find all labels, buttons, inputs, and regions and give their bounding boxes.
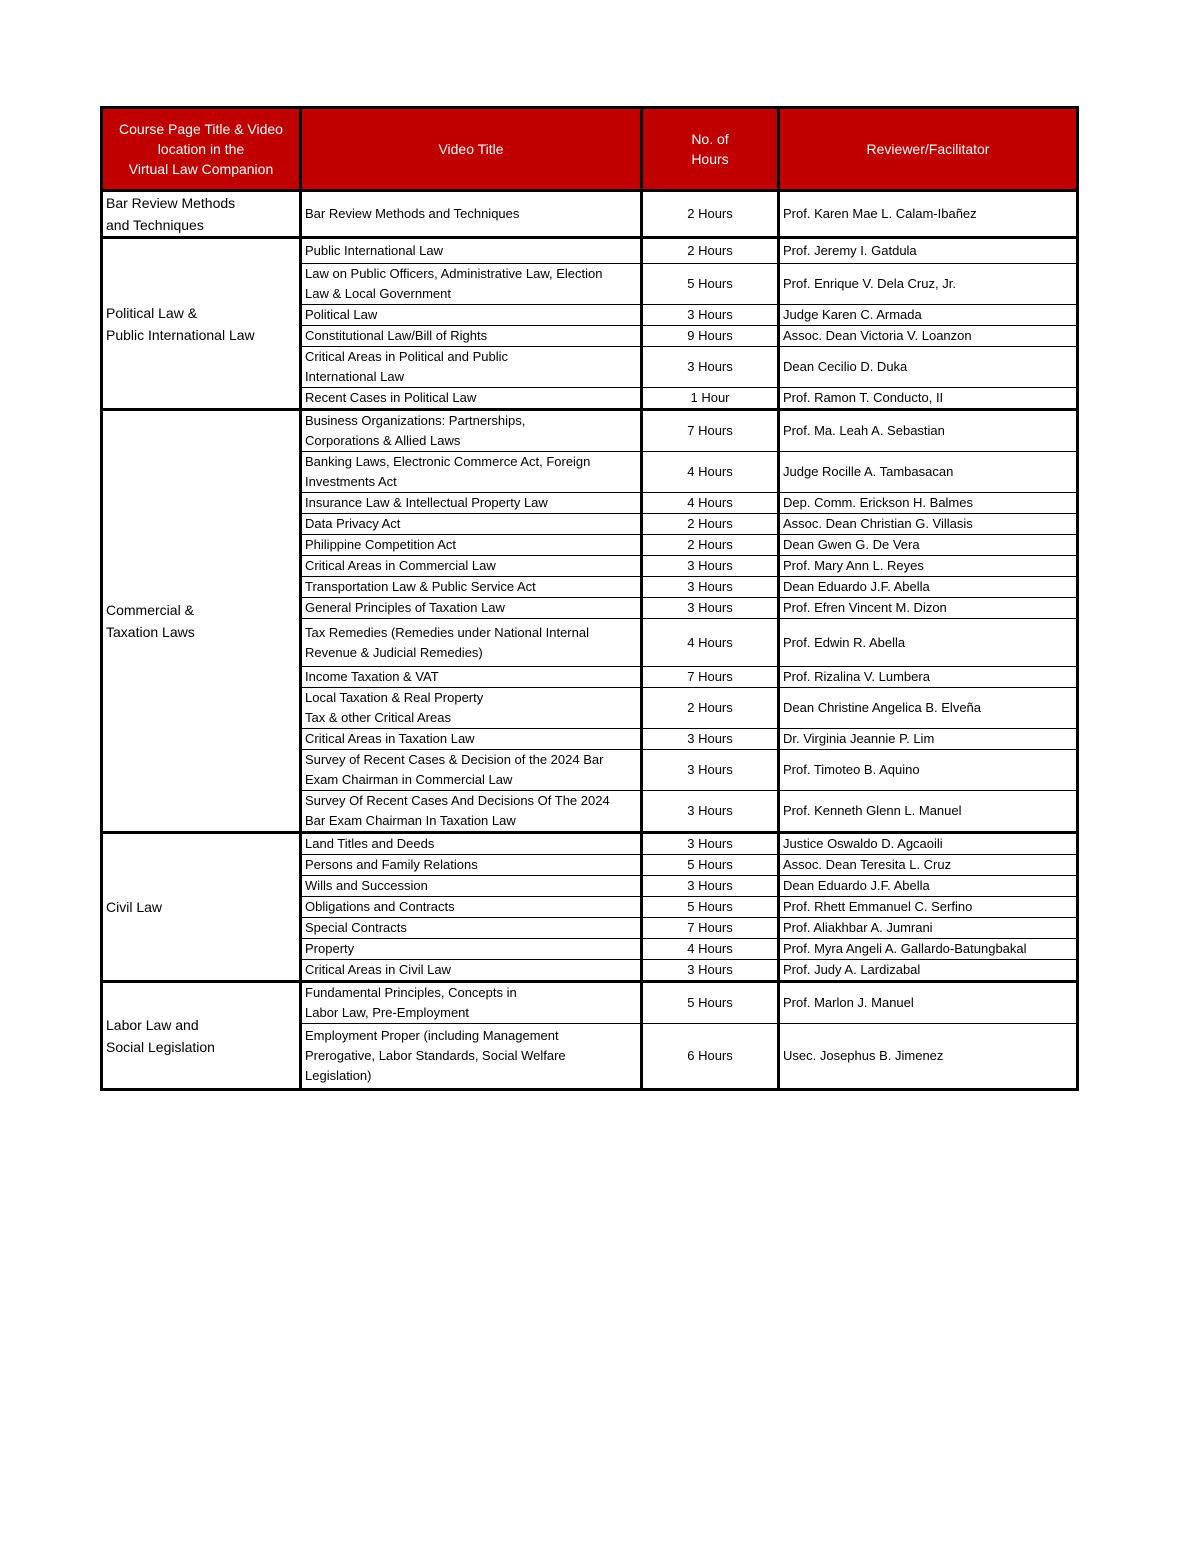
reviewer-cell: Prof. Edwin R. Abella (779, 619, 1078, 667)
video-title-cell: Insurance Law & Intellectual Property Law (301, 493, 642, 514)
video-title-cell: Transportation Law & Public Service Act (301, 577, 642, 598)
video-title-cell: Bar Review Methods and Techniques (301, 191, 642, 238)
hours-cell: 7 Hours (642, 667, 779, 688)
hours-cell: 3 Hours (642, 960, 779, 982)
header-reviewer: Reviewer/Facilitator (779, 108, 1078, 191)
reviewer-cell: Judge Rocille A. Tambasacan (779, 452, 1078, 493)
hours-cell: 2 Hours (642, 191, 779, 238)
video-title-cell: Recent Cases in Political Law (301, 388, 642, 410)
table-row (102, 982, 1078, 1024)
hours-cell: 6 Hours (642, 1024, 779, 1090)
hours-cell: 5 Hours (642, 855, 779, 876)
hours-cell: 4 Hours (642, 452, 779, 493)
header-hours: No. of Hours (642, 108, 779, 191)
video-title-cell: Critical Areas in Civil Law (301, 960, 642, 982)
table-row (102, 238, 1078, 264)
video-title-cell: Local Taxation & Real Property Tax & other Critical Areas (301, 688, 642, 729)
reviewer-cell: Prof. Efren Vincent M. Dizon (779, 598, 1078, 619)
reviewer-cell: Prof. Timoteo B. Aquino (779, 750, 1078, 791)
reviewer-cell: Assoc. Dean Christian G. Villasis (779, 514, 1078, 535)
table-body (102, 191, 1078, 1090)
hours-cell: 3 Hours (642, 791, 779, 833)
header-course-title: Course Page Title & Video location in the Virtual Law Companion (102, 108, 301, 191)
reviewer-cell: Prof. Rhett Emmanuel C. Serfino (779, 897, 1078, 918)
video-title-cell: Banking Laws, Electronic Commerce Act, Foreign Investments Act (301, 452, 642, 493)
hours-cell: 9 Hours (642, 326, 779, 347)
hours-cell: 3 Hours (642, 347, 779, 388)
section-title: Commercial & Taxation Laws (102, 410, 301, 833)
video-title-cell: Survey of Recent Cases & Decision of the 2024 Bar Exam Chairman in Commercial Law (301, 750, 642, 791)
reviewer-cell: Justice Oswaldo D. Agcaoili (779, 833, 1078, 855)
course-table (100, 106, 1079, 1091)
reviewer-cell: Judge Karen C. Armada (779, 305, 1078, 326)
table-row (102, 410, 1078, 452)
reviewer-cell: Dean Eduardo J.F. Abella (779, 876, 1078, 897)
hours-cell: 4 Hours (642, 939, 779, 960)
video-title-cell: Employment Proper (including Management Prerogative, Labor Standards, Social Welfare Legislation) (301, 1024, 642, 1090)
reviewer-cell: Prof. Myra Angeli A. Gallardo-Batungbakal (779, 939, 1078, 960)
video-title-cell: Tax Remedies (Remedies under National Internal Revenue & Judicial Remedies) (301, 619, 642, 667)
table-row (102, 191, 1078, 238)
reviewer-cell: Dean Christine Angelica B. Elveña (779, 688, 1078, 729)
hours-cell: 2 Hours (642, 238, 779, 264)
table-row (102, 833, 1078, 855)
hours-cell: 2 Hours (642, 688, 779, 729)
video-title-cell: Public International Law (301, 238, 642, 264)
hours-cell: 4 Hours (642, 619, 779, 667)
video-title-cell: Critical Areas in Political and Public International Law (301, 347, 642, 388)
hours-cell: 3 Hours (642, 598, 779, 619)
reviewer-cell: Dr. Virginia Jeannie P. Lim (779, 729, 1078, 750)
reviewer-cell: Dean Cecilio D. Duka (779, 347, 1078, 388)
reviewer-cell: Dean Eduardo J.F. Abella (779, 577, 1078, 598)
hours-cell: 5 Hours (642, 982, 779, 1024)
hours-cell: 3 Hours (642, 729, 779, 750)
video-title-cell: Land Titles and Deeds (301, 833, 642, 855)
hours-cell: 7 Hours (642, 918, 779, 939)
reviewer-cell: Prof. Ma. Leah A. Sebastian (779, 410, 1078, 452)
video-title-cell: Political Law (301, 305, 642, 326)
reviewer-cell: Prof. Kenneth Glenn L. Manuel (779, 791, 1078, 833)
hours-cell: 3 Hours (642, 876, 779, 897)
video-title-cell: Survey Of Recent Cases And Decisions Of The 2024 Bar Exam Chairman In Taxation Law (301, 791, 642, 833)
section-title: Civil Law (102, 833, 301, 982)
reviewer-cell: Prof. Karen Mae L. Calam-Ibañez (779, 191, 1078, 238)
video-title-cell: Constitutional Law/Bill of Rights (301, 326, 642, 347)
hours-cell: 2 Hours (642, 514, 779, 535)
video-title-cell: General Principles of Taxation Law (301, 598, 642, 619)
hours-cell: 1 Hour (642, 388, 779, 410)
video-title-cell: Business Organizations: Partnerships, Corporations & Allied Laws (301, 410, 642, 452)
video-title-cell: Special Contracts (301, 918, 642, 939)
hours-cell: 5 Hours (642, 897, 779, 918)
reviewer-cell: Assoc. Dean Victoria V. Loanzon (779, 326, 1078, 347)
video-title-cell: Income Taxation & VAT (301, 667, 642, 688)
reviewer-cell: Prof. Judy A. Lardizabal (779, 960, 1078, 982)
hours-cell: 2 Hours (642, 535, 779, 556)
video-title-cell: Persons and Family Relations (301, 855, 642, 876)
video-title-cell: Obligations and Contracts (301, 897, 642, 918)
reviewer-cell: Prof. Enrique V. Dela Cruz, Jr. (779, 264, 1078, 305)
section-title: Political Law & Public International Law (102, 238, 301, 410)
reviewer-cell: Prof. Marlon J. Manuel (779, 982, 1078, 1024)
video-title-cell: Fundamental Principles, Concepts in Labor Law, Pre-Employment (301, 982, 642, 1024)
video-title-cell: Property (301, 939, 642, 960)
video-title-cell: Law on Public Officers, Administrative Law, Election Law & Local Government (301, 264, 642, 305)
reviewer-cell: Dean Gwen G. De Vera (779, 535, 1078, 556)
hours-cell: 3 Hours (642, 750, 779, 791)
hours-cell: 3 Hours (642, 305, 779, 326)
hours-cell: 7 Hours (642, 410, 779, 452)
reviewer-cell: Prof. Rizalina V. Lumbera (779, 667, 1078, 688)
reviewer-cell: Prof. Mary Ann L. Reyes (779, 556, 1078, 577)
section-title: Labor Law and Social Legislation (102, 982, 301, 1090)
reviewer-cell: Prof. Jeremy I. Gatdula (779, 238, 1078, 264)
video-title-cell: Philippine Competition Act (301, 535, 642, 556)
hours-cell: 3 Hours (642, 556, 779, 577)
video-title-cell: Critical Areas in Commercial Law (301, 556, 642, 577)
reviewer-cell: Usec. Josephus B. Jimenez (779, 1024, 1078, 1090)
video-title-cell: Wills and Succession (301, 876, 642, 897)
reviewer-cell: Prof. Ramon T. Conducto, II (779, 388, 1078, 410)
hours-cell: 5 Hours (642, 264, 779, 305)
reviewer-cell: Prof. Aliakhbar A. Jumrani (779, 918, 1078, 939)
section-title: Bar Review Methods and Techniques (102, 191, 301, 238)
video-title-cell: Data Privacy Act (301, 514, 642, 535)
hours-cell: 3 Hours (642, 577, 779, 598)
header-row (102, 108, 1078, 191)
hours-cell: 3 Hours (642, 833, 779, 855)
reviewer-cell: Dep. Comm. Erickson H. Balmes (779, 493, 1078, 514)
hours-cell: 4 Hours (642, 493, 779, 514)
reviewer-cell: Assoc. Dean Teresita L. Cruz (779, 855, 1078, 876)
header-video-title: Video Title (301, 108, 642, 191)
video-title-cell: Critical Areas in Taxation Law (301, 729, 642, 750)
